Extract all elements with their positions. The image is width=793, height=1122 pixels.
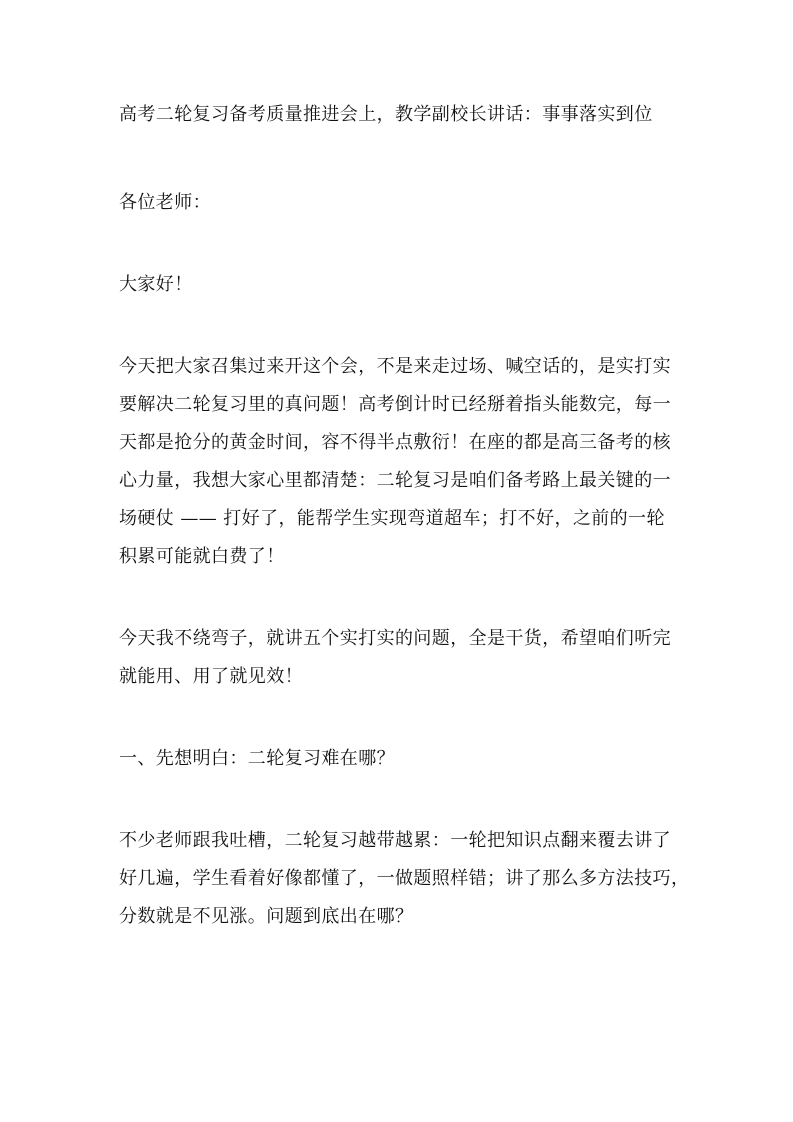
paragraph-line: 积累可能就白费了！	[119, 546, 285, 567]
paragraph-line: 不少老师跟我吐槽，二轮复习越带越累：一轮把知识点翻来覆去讲了	[119, 830, 671, 851]
salutation: 各位老师：	[119, 192, 211, 213]
section-heading: 一、先想明白：二轮复习难在哪？	[119, 748, 395, 769]
greeting: 大家好！	[119, 274, 193, 295]
paragraph-line: 今天把大家召集过来开这个会，不是来走过场、喊空话的，是实打实	[119, 356, 671, 377]
paragraph-line: 就能用、用了就见效！	[119, 666, 303, 687]
paragraph-line: 天都是抢分的黄金时间，容不得半点敷衍！在座的都是高三备考的核	[119, 432, 671, 453]
paragraph-line: 心力量，我想大家心里都清楚：二轮复习是咱们备考路上最关键的一	[119, 470, 671, 491]
paragraph-line: 分数就是不见涨。问题到底出在哪？	[119, 906, 414, 927]
paragraph-line: 要解决二轮复习里的真问题！高考倒计时已经掰着指头能数完，每一	[119, 394, 671, 415]
paragraph-line: 场硬仗 —— 打好了，能帮学生实现弯道超车；打不好，之前的一轮	[119, 508, 665, 529]
document-title: 高考二轮复习备考质量推进会上，教学副校长讲话：事事落实到位	[119, 104, 653, 125]
paragraph-line: 好几遍，学生看着好像都懂了，一做题照样错；讲了那么多方法技巧，	[119, 868, 690, 889]
paragraph-line: 今天我不绕弯子，就讲五个实打实的问题，全是干货，希望咱们听完	[119, 628, 671, 649]
